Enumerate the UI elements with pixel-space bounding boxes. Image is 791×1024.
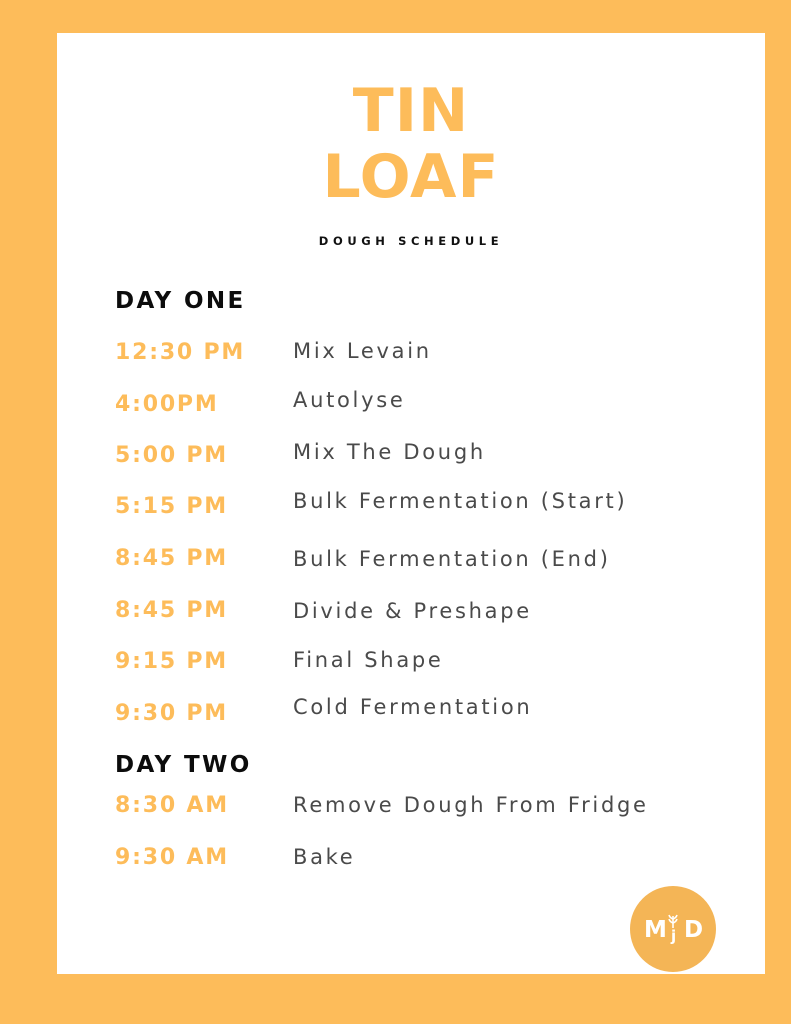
schedule-row [57,489,765,528]
step-task: Bake [293,845,356,869]
step-task: Remove Dough From Fridge [293,793,649,817]
schedule-row [57,598,765,632]
step-time: 8:45 PM [115,546,228,571]
schedule-card [57,33,765,974]
schedule-row [57,845,765,879]
schedule-row [57,340,765,374]
schedule-row [57,695,765,735]
day-two-heading: DAY TWO [115,752,252,778]
step-time: 5:15 PM [115,494,228,519]
title-line-2: LOAF [322,142,500,212]
schedule-row [57,546,765,580]
step-time: 12:30 PM [115,340,246,365]
step-time: 8:45 PM [115,598,228,623]
step-task: Final Shape [293,648,444,672]
step-time: 9:30 AM [115,845,229,870]
step-time: 9:15 PM [115,649,228,674]
step-task: Bulk Fermentation (End) [293,547,611,571]
schedule-row [57,649,765,683]
logo-text: M D [644,917,704,943]
step-task: Autolyse [293,388,406,412]
wheat-icon [642,912,704,946]
step-task: Cold Fermentation [293,695,533,719]
brand-logo [630,886,716,972]
schedule-row [57,440,765,477]
subtitle: DOUGH SCHEDULE [318,234,504,248]
step-time: 4:00PM [115,392,219,417]
title-line-1: TIN [352,76,470,146]
schedule-row [57,388,765,426]
step-time: 9:30 PM [115,701,228,726]
step-time: 5:00 PM [115,443,228,468]
logo-j-letter: j [671,927,678,945]
step-task: Divide & Preshape [293,599,532,623]
day-one-heading: DAY ONE [115,288,246,314]
step-time: 8:30 AM [115,793,229,818]
step-task: Mix The Dough [293,440,486,464]
schedule-row [57,793,765,827]
step-task: Bulk Fermentation (Start) [293,489,628,513]
step-task: Mix Levain [293,339,432,363]
